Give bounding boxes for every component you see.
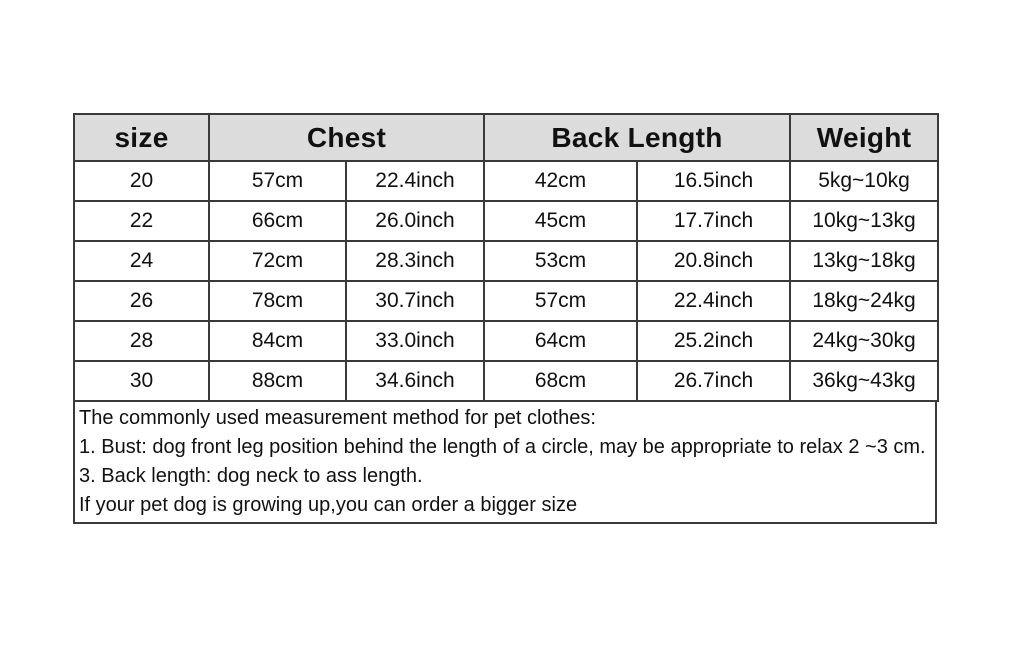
cell-chest-inch: 34.6inch [346, 361, 484, 401]
cell-chest-inch: 28.3inch [346, 241, 484, 281]
table-row [74, 361, 938, 401]
cell-chest-inch: 26.0inch [346, 201, 484, 241]
cell-chest-cm: 84cm [209, 321, 346, 361]
cell-back-inch: 25.2inch [637, 321, 790, 361]
header-row [74, 114, 938, 161]
cell-chest-cm: 57cm [209, 161, 346, 201]
cell-chest-inch: 30.7inch [346, 281, 484, 321]
notes-growing: If your pet dog is growing up,you can order a bigger size [79, 494, 578, 516]
cell-size: 26 [74, 281, 209, 321]
header-size: size [74, 114, 209, 161]
cell-back-cm: 42cm [484, 161, 637, 201]
table-row [74, 241, 938, 281]
cell-back-inch: 17.7inch [637, 201, 790, 241]
table-row [74, 321, 938, 361]
cell-back-cm: 57cm [484, 281, 637, 321]
cell-chest-inch: 22.4inch [346, 161, 484, 201]
cell-back-inch: 22.4inch [637, 281, 790, 321]
cell-weight: 36kg~43kg [790, 361, 938, 401]
size-table [73, 113, 939, 402]
cell-weight: 13kg~18kg [790, 241, 938, 281]
cell-weight: 24kg~30kg [790, 321, 938, 361]
cell-size: 22 [74, 201, 209, 241]
header-back-length: Back Length [484, 114, 790, 161]
cell-size: 30 [74, 361, 209, 401]
cell-back-cm: 45cm [484, 201, 637, 241]
cell-back-inch: 20.8inch [637, 241, 790, 281]
cell-back-inch: 16.5inch [637, 161, 790, 201]
cell-size: 28 [74, 321, 209, 361]
cell-weight: 10kg~13kg [790, 201, 938, 241]
table-row [74, 161, 938, 201]
cell-weight: 18kg~24kg [790, 281, 938, 321]
cell-chest-cm: 72cm [209, 241, 346, 281]
cell-size: 20 [74, 161, 209, 201]
cell-back-cm: 68cm [484, 361, 637, 401]
cell-back-inch: 26.7inch [637, 361, 790, 401]
cell-back-cm: 64cm [484, 321, 637, 361]
table-row [74, 281, 938, 321]
measurement-notes [73, 402, 937, 524]
cell-chest-cm: 78cm [209, 281, 346, 321]
notes-bust: 1. Bust: dog front leg position behind the length of a circle, may be appropriate to relax 2 ~3 cm. [79, 436, 926, 458]
cell-chest-cm: 88cm [209, 361, 346, 401]
cell-size: 24 [74, 241, 209, 281]
notes-back-length: 3. Back length: dog neck to ass length. [79, 465, 423, 487]
size-chart [73, 113, 937, 524]
header-weight: Weight [790, 114, 938, 161]
cell-chest-cm: 66cm [209, 201, 346, 241]
cell-back-cm: 53cm [484, 241, 637, 281]
cell-weight: 5kg~10kg [790, 161, 938, 201]
cell-chest-inch: 33.0inch [346, 321, 484, 361]
notes-intro: The commonly used measurement method for pet clothes: [79, 407, 596, 429]
table-row [74, 201, 938, 241]
header-chest: Chest [209, 114, 484, 161]
